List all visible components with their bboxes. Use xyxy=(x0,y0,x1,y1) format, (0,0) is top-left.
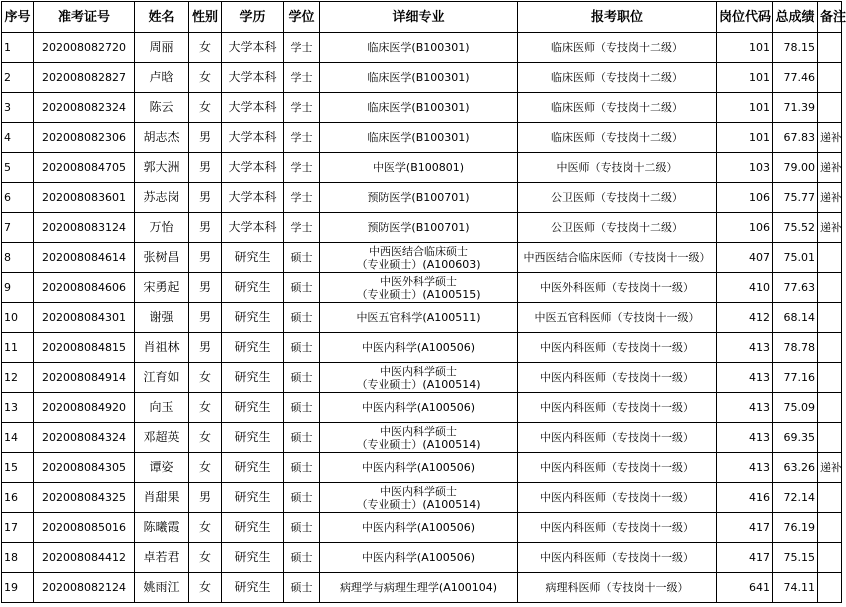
row-remark xyxy=(818,303,842,333)
row-no: 2 xyxy=(2,63,34,93)
row-position: 临床医师（专技岗十二级） xyxy=(518,33,717,63)
row-remark xyxy=(818,33,842,63)
table-body xyxy=(2,33,842,603)
table-row xyxy=(2,273,842,303)
row-remark: 递补 xyxy=(818,123,842,153)
row-position: 病理科医师（专技岗十一级） xyxy=(518,573,717,603)
row-degree: 学士 xyxy=(284,63,320,93)
row-exam-id: 202008084614 xyxy=(34,243,135,273)
row-degree: 硕士 xyxy=(284,453,320,483)
row-exam-id: 202008084325 xyxy=(34,483,135,513)
row-total-score: 77.63 xyxy=(773,273,818,303)
row-degree: 学士 xyxy=(284,123,320,153)
row-major-line2: （专业硕士）(A100515) xyxy=(356,287,481,301)
header-post-code: 岗位代码 xyxy=(717,2,773,33)
row-post-code: 412 xyxy=(717,303,773,333)
row-position: 中医师（专技岗十二级） xyxy=(518,153,717,183)
row-remark: 递补 xyxy=(818,213,842,243)
row-post-code: 641 xyxy=(717,573,773,603)
row-exam-id: 202008085016 xyxy=(34,513,135,543)
row-no: 4 xyxy=(2,123,34,153)
row-total-score: 67.83 xyxy=(773,123,818,153)
row-post-code: 101 xyxy=(717,33,773,63)
table-row xyxy=(2,513,842,543)
row-no: 3 xyxy=(2,93,34,123)
row-total-score: 74.11 xyxy=(773,573,818,603)
row-no: 6 xyxy=(2,183,34,213)
row-total-score: 63.26 xyxy=(773,453,818,483)
row-major: 中医五官科学(A100511) xyxy=(320,303,518,333)
row-degree: 硕士 xyxy=(284,273,320,303)
row-name: 邓超英 xyxy=(135,423,189,453)
header-remark: 备注 xyxy=(818,2,842,33)
row-major xyxy=(320,243,518,273)
row-total-score: 68.14 xyxy=(773,303,818,333)
row-exam-id: 202008084705 xyxy=(34,153,135,183)
row-education: 研究生 xyxy=(222,303,284,333)
row-gender: 女 xyxy=(189,543,222,573)
row-remark xyxy=(818,393,842,423)
row-total-score: 78.78 xyxy=(773,333,818,363)
row-degree: 硕士 xyxy=(284,363,320,393)
row-education: 研究生 xyxy=(222,573,284,603)
header-degree: 学位 xyxy=(284,2,320,33)
row-name: 向玉 xyxy=(135,393,189,423)
row-remark xyxy=(818,273,842,303)
table-row xyxy=(2,123,842,153)
row-name: 陈云 xyxy=(135,93,189,123)
row-education: 研究生 xyxy=(222,423,284,453)
row-exam-id: 202008084324 xyxy=(34,423,135,453)
row-total-score: 77.16 xyxy=(773,363,818,393)
table-row xyxy=(2,453,842,483)
row-post-code: 413 xyxy=(717,333,773,363)
row-major-line2: （专业硕士）(A100514) xyxy=(356,377,481,391)
row-major: 临床医学(B100301) xyxy=(320,63,518,93)
row-gender: 男 xyxy=(189,213,222,243)
row-position: 中医内科医师（专技岗十一级） xyxy=(518,393,717,423)
row-major-line1: 中医内科学硕士 xyxy=(380,424,457,438)
table-row xyxy=(2,93,842,123)
row-total-score: 71.39 xyxy=(773,93,818,123)
row-no: 5 xyxy=(2,153,34,183)
row-name: 郭大洲 xyxy=(135,153,189,183)
row-gender: 女 xyxy=(189,573,222,603)
table-row xyxy=(2,243,842,273)
row-name: 肖甜果 xyxy=(135,483,189,513)
row-gender: 女 xyxy=(189,33,222,63)
row-name: 江育如 xyxy=(135,363,189,393)
row-position: 中医五官科医师（专技岗十一级） xyxy=(518,303,717,333)
row-education: 研究生 xyxy=(222,483,284,513)
row-degree: 学士 xyxy=(284,33,320,63)
row-position: 公卫医师（专技岗十二级） xyxy=(518,213,717,243)
row-position: 中医外科医师（专技岗十一级） xyxy=(518,273,717,303)
row-education: 大学本科 xyxy=(222,123,284,153)
row-no: 14 xyxy=(2,423,34,453)
row-degree: 硕士 xyxy=(284,333,320,363)
row-degree: 硕士 xyxy=(284,423,320,453)
row-remark xyxy=(818,483,842,513)
row-education: 研究生 xyxy=(222,333,284,363)
row-degree: 硕士 xyxy=(284,573,320,603)
row-remark xyxy=(818,513,842,543)
row-major xyxy=(320,483,518,513)
header-education: 学历 xyxy=(222,2,284,33)
row-total-score: 76.19 xyxy=(773,513,818,543)
row-degree: 硕士 xyxy=(284,243,320,273)
row-education: 大学本科 xyxy=(222,213,284,243)
row-education: 研究生 xyxy=(222,453,284,483)
table-row xyxy=(2,333,842,363)
row-name: 苏志岗 xyxy=(135,183,189,213)
row-post-code: 101 xyxy=(717,123,773,153)
row-major: 中医内科学(A100506) xyxy=(320,393,518,423)
row-gender: 男 xyxy=(189,333,222,363)
header-name: 姓名 xyxy=(135,2,189,33)
row-education: 大学本科 xyxy=(222,93,284,123)
row-name: 卓若君 xyxy=(135,543,189,573)
row-major-line1: 中医内科学硕士 xyxy=(380,364,457,378)
row-major: 预防医学(B100701) xyxy=(320,183,518,213)
row-major-line2: （专业硕士）(A100603) xyxy=(356,257,481,271)
row-major: 临床医学(B100301) xyxy=(320,123,518,153)
row-remark xyxy=(818,93,842,123)
results-table xyxy=(1,1,846,603)
table-row xyxy=(2,213,842,243)
row-exam-id: 202008082720 xyxy=(34,33,135,63)
row-name: 谭姿 xyxy=(135,453,189,483)
row-exam-id: 202008082324 xyxy=(34,93,135,123)
row-total-score: 75.15 xyxy=(773,543,818,573)
row-position: 中医内科医师（专技岗十一级） xyxy=(518,333,717,363)
header-no: 序号 xyxy=(2,2,34,33)
row-degree: 学士 xyxy=(284,153,320,183)
row-major: 中医内科学(A100506) xyxy=(320,543,518,573)
row-post-code: 106 xyxy=(717,213,773,243)
row-post-code: 407 xyxy=(717,243,773,273)
row-post-code: 413 xyxy=(717,393,773,423)
row-gender: 男 xyxy=(189,273,222,303)
table-row xyxy=(2,483,842,513)
row-name: 肖祖林 xyxy=(135,333,189,363)
row-no: 19 xyxy=(2,573,34,603)
row-position: 公卫医师（专技岗十二级） xyxy=(518,183,717,213)
row-gender: 女 xyxy=(189,93,222,123)
row-total-score: 75.77 xyxy=(773,183,818,213)
row-position: 中医内科医师（专技岗十一级） xyxy=(518,423,717,453)
row-education: 大学本科 xyxy=(222,63,284,93)
row-major: 中医内科学(A100506) xyxy=(320,513,518,543)
row-no: 9 xyxy=(2,273,34,303)
row-total-score: 75.09 xyxy=(773,393,818,423)
row-major: 临床医学(B100301) xyxy=(320,93,518,123)
row-position: 中西医结合临床医师（专技岗十一级） xyxy=(518,243,717,273)
table-row xyxy=(2,63,842,93)
row-position: 中医内科医师（专技岗十一级） xyxy=(518,453,717,483)
row-degree: 硕士 xyxy=(284,393,320,423)
row-exam-id: 202008083124 xyxy=(34,213,135,243)
row-major-line2: （专业硕士）(A100514) xyxy=(356,497,481,511)
table-row xyxy=(2,543,842,573)
row-position: 中医内科医师（专技岗十一级） xyxy=(518,543,717,573)
row-education: 大学本科 xyxy=(222,153,284,183)
row-education: 研究生 xyxy=(222,363,284,393)
row-no: 15 xyxy=(2,453,34,483)
row-gender: 男 xyxy=(189,123,222,153)
row-major-line1: 中医内科学硕士 xyxy=(380,484,457,498)
row-no: 16 xyxy=(2,483,34,513)
row-no: 1 xyxy=(2,33,34,63)
row-no: 13 xyxy=(2,393,34,423)
row-exam-id: 202008082306 xyxy=(34,123,135,153)
row-post-code: 103 xyxy=(717,153,773,183)
row-name: 张树昌 xyxy=(135,243,189,273)
row-exam-id: 202008084606 xyxy=(34,273,135,303)
row-education: 大学本科 xyxy=(222,33,284,63)
row-post-code: 410 xyxy=(717,273,773,303)
row-remark xyxy=(818,573,842,603)
table-row xyxy=(2,363,842,393)
row-gender: 男 xyxy=(189,483,222,513)
row-major-line1: 中西医结合临床硕士 xyxy=(369,244,468,258)
row-total-score: 79.00 xyxy=(773,153,818,183)
row-remark xyxy=(818,423,842,453)
table-row xyxy=(2,423,842,453)
row-exam-id: 202008084301 xyxy=(34,303,135,333)
table-row xyxy=(2,33,842,63)
header-major: 详细专业 xyxy=(320,2,518,33)
row-name: 谢强 xyxy=(135,303,189,333)
row-degree: 硕士 xyxy=(284,303,320,333)
header-position: 报考职位 xyxy=(518,2,717,33)
row-post-code: 417 xyxy=(717,543,773,573)
row-major-line2: （专业硕士）(A100514) xyxy=(356,437,481,451)
row-remark xyxy=(818,243,842,273)
row-major: 中医内科学(A100506) xyxy=(320,453,518,483)
row-exam-id: 202008082124 xyxy=(34,573,135,603)
table-row xyxy=(2,573,842,603)
row-position: 中医内科医师（专技岗十一级） xyxy=(518,483,717,513)
row-major-line1: 中医外科学硕士 xyxy=(380,274,457,288)
header-gender: 性别 xyxy=(189,2,222,33)
row-remark xyxy=(818,333,842,363)
row-name: 宋勇起 xyxy=(135,273,189,303)
row-major: 中医内科学(A100506) xyxy=(320,333,518,363)
row-degree: 硕士 xyxy=(284,483,320,513)
row-total-score: 69.35 xyxy=(773,423,818,453)
row-position: 临床医师（专技岗十二级） xyxy=(518,63,717,93)
row-post-code: 413 xyxy=(717,453,773,483)
row-no: 8 xyxy=(2,243,34,273)
row-education: 研究生 xyxy=(222,273,284,303)
row-degree: 硕士 xyxy=(284,543,320,573)
row-post-code: 101 xyxy=(717,93,773,123)
row-post-code: 413 xyxy=(717,363,773,393)
row-no: 12 xyxy=(2,363,34,393)
row-remark: 递补 xyxy=(818,453,842,483)
header-total-score: 总成绩 xyxy=(773,2,818,33)
row-degree: 学士 xyxy=(284,93,320,123)
row-remark: 递补 xyxy=(818,153,842,183)
table-row xyxy=(2,393,842,423)
row-position: 临床医师（专技岗十二级） xyxy=(518,93,717,123)
table-row xyxy=(2,183,842,213)
row-position: 临床医师（专技岗十二级） xyxy=(518,123,717,153)
row-total-score: 78.15 xyxy=(773,33,818,63)
row-gender: 女 xyxy=(189,423,222,453)
row-total-score: 77.46 xyxy=(773,63,818,93)
row-position: 中医内科医师（专技岗十一级） xyxy=(518,363,717,393)
row-total-score: 75.52 xyxy=(773,213,818,243)
row-name: 姚雨江 xyxy=(135,573,189,603)
row-remark xyxy=(818,543,842,573)
row-gender: 男 xyxy=(189,303,222,333)
row-major: 中医学(B100801) xyxy=(320,153,518,183)
row-education: 研究生 xyxy=(222,243,284,273)
header-row xyxy=(2,2,842,33)
row-exam-id: 202008083601 xyxy=(34,183,135,213)
row-gender: 女 xyxy=(189,63,222,93)
row-no: 18 xyxy=(2,543,34,573)
table-row xyxy=(2,153,842,183)
row-post-code: 417 xyxy=(717,513,773,543)
row-gender: 女 xyxy=(189,363,222,393)
row-no: 11 xyxy=(2,333,34,363)
row-education: 研究生 xyxy=(222,393,284,423)
row-gender: 女 xyxy=(189,513,222,543)
row-exam-id: 202008084815 xyxy=(34,333,135,363)
row-major: 病理学与病理生理学(A100104) xyxy=(320,573,518,603)
row-degree: 学士 xyxy=(284,183,320,213)
row-gender: 女 xyxy=(189,393,222,423)
row-no: 17 xyxy=(2,513,34,543)
row-name: 周丽 xyxy=(135,33,189,63)
row-remark xyxy=(818,363,842,393)
row-exam-id: 202008084305 xyxy=(34,453,135,483)
table-row xyxy=(2,303,842,333)
row-position: 中医内科医师（专技岗十一级） xyxy=(518,513,717,543)
row-remark: 递补 xyxy=(818,183,842,213)
row-major xyxy=(320,363,518,393)
row-post-code: 101 xyxy=(717,63,773,93)
row-education: 大学本科 xyxy=(222,183,284,213)
row-exam-id: 202008084920 xyxy=(34,393,135,423)
row-gender: 男 xyxy=(189,243,222,273)
row-post-code: 413 xyxy=(717,423,773,453)
row-education: 研究生 xyxy=(222,513,284,543)
row-gender: 男 xyxy=(189,183,222,213)
row-no: 7 xyxy=(2,213,34,243)
row-major xyxy=(320,273,518,303)
row-name: 陈曦霞 xyxy=(135,513,189,543)
row-gender: 女 xyxy=(189,453,222,483)
row-education: 研究生 xyxy=(222,543,284,573)
row-degree: 硕士 xyxy=(284,513,320,543)
row-post-code: 106 xyxy=(717,183,773,213)
row-name: 万怡 xyxy=(135,213,189,243)
row-total-score: 72.14 xyxy=(773,483,818,513)
header-exam-id: 准考证号 xyxy=(34,2,135,33)
row-degree: 学士 xyxy=(284,213,320,243)
row-post-code: 416 xyxy=(717,483,773,513)
row-no: 10 xyxy=(2,303,34,333)
row-name: 卢晗 xyxy=(135,63,189,93)
row-exam-id: 202008082827 xyxy=(34,63,135,93)
row-major: 临床医学(B100301) xyxy=(320,33,518,63)
row-major: 预防医学(B100701) xyxy=(320,213,518,243)
row-exam-id: 202008084914 xyxy=(34,363,135,393)
row-gender: 男 xyxy=(189,153,222,183)
row-remark xyxy=(818,63,842,93)
row-exam-id: 202008084412 xyxy=(34,543,135,573)
row-total-score: 75.01 xyxy=(773,243,818,273)
row-major xyxy=(320,423,518,453)
row-name: 胡志杰 xyxy=(135,123,189,153)
